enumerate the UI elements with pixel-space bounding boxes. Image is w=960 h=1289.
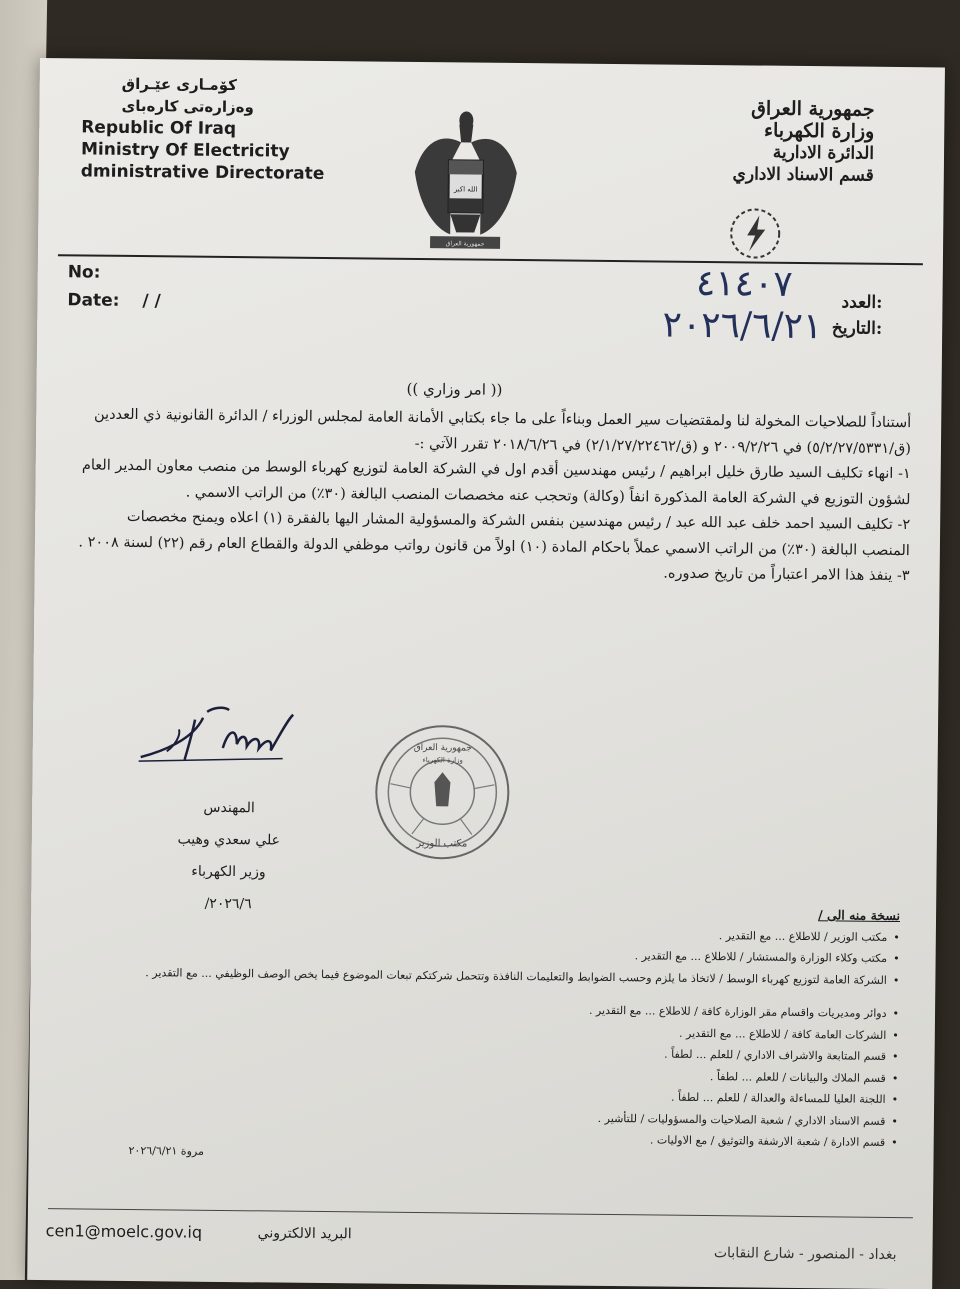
header-divider xyxy=(58,254,923,265)
footer-divider xyxy=(48,1208,913,1218)
date-label: Date: xyxy=(67,290,120,311)
signer-name: علي سعدي وهيب xyxy=(177,831,281,849)
english-header xyxy=(81,72,326,185)
date-placeholder: / / xyxy=(142,291,161,312)
directorate-ar: الدائرة الادارية xyxy=(772,142,875,164)
copy-recipient: • الشركة العامة لتوزيع كهرباء الوسط / لاتخاذ ما يلزم وحسب الضوابط والتعليمات النافذة وتتحمل شركتكم تبعات الموضوع فيما يخص الوصف الوظيفي ... مع التقدير . xyxy=(139,962,899,991)
svg-text:الله اكبر: الله اكبر xyxy=(453,185,478,194)
number-label-ar: :العدد xyxy=(841,292,883,313)
copies-header: نسخة منه الى / xyxy=(818,907,901,924)
number-label: No: xyxy=(67,262,101,283)
svg-text:مكتب الوزير: مكتب الوزير xyxy=(416,837,468,850)
email-address: cen1@moelc.gov.iq xyxy=(45,1221,203,1242)
email-label: البريد الالكتروني xyxy=(257,1225,352,1243)
date-label-ar: :التاريخ xyxy=(831,318,883,339)
order-intro: أستناداً للصلاحيات المخولة لنا ولمقتضيات سير العمل وبناءاً على ما جاء بكتابي الأمانة العامة لمجلس الوزراء / الدائرة القانونية ذي العددين (ق/٥/٢/٢٧/٥٣٣١) في ٢٠٠٩/٢/٢٦ و (ق/٢/١/٢٧/٢٢٤٦٢) في ٢٠١٨/٦/٢٦ تقرر الآتي :- xyxy=(93,406,912,457)
copy-recipient: • قسم الاسناد الاداري / شعبة الصلاحيات والمسؤوليات / للتأشير . xyxy=(138,1103,898,1132)
copy-recipient: • قسم الملاك والبيانات / للعلم ... لطفاً . xyxy=(138,1060,898,1089)
order-item-1: ١- انهاء تكليف السيد طارق خليل ابراهيم / رئيس مهندسين أقدم اول في الشركة العامة لتوزيع كهرباء الوسط من منصب معاون المدير العام لشؤون التوزيع في الشركة العامة المذكورة انفاً (وكالة) وتحجب عنه مخصصات المنصب البالغة (٣٠٪) من الراتب الاسمي . xyxy=(81,457,911,508)
order-title: (( امر وزاري )) xyxy=(406,379,503,399)
signer-position: وزير الكهرباء xyxy=(191,863,266,881)
republic-ar: جمهورية العراق xyxy=(751,97,875,121)
electricity-ministry-logo-icon xyxy=(727,205,784,262)
svg-text:جمهورية العراق: جمهورية العراق xyxy=(413,742,472,754)
typist-memo: مروة ٢٠٢٦/٦/٢١ xyxy=(128,1143,204,1158)
arabic-header xyxy=(732,97,874,186)
kurdish-line-1: كۆمـارى عێـراق xyxy=(121,74,237,95)
svg-text:جمهورية العراق: جمهورية العراق xyxy=(445,240,485,248)
order-body xyxy=(75,402,912,589)
kurdish-line-2: وەزارەتى كارەباى xyxy=(121,96,254,117)
ministry-office-stamp xyxy=(372,722,513,863)
svg-text:Ahmed: Ahmed xyxy=(172,764,205,775)
copy-recipient: • الشركات العامة كافة / للاطلاع ... مع التقدير . xyxy=(139,1017,899,1046)
svg-text:وزارة الكهرباء: وزارة الكهرباء xyxy=(422,756,463,765)
copy-recipient: • مكتب وكلاء الوزارة والمستشار / للاطلاع ... مع التقدير . xyxy=(140,940,900,969)
department-ar: قسم الاسناد الاداري xyxy=(732,164,874,186)
signature-block xyxy=(143,721,315,921)
signature-date: ٢٠٢٦/٦/ xyxy=(204,895,252,913)
handwritten-number: ٤١٤٠٧ xyxy=(695,262,793,305)
ministry-address: بغداد - المنصور - شارع النقابات xyxy=(713,1245,897,1264)
signer-title: المهندس xyxy=(203,799,255,817)
copy-recipient: • قسم المتابعة والاشراف الاداري / للعلم ... لطفاً . xyxy=(139,1038,899,1067)
copy-recipient: • قسم الادارة / شعبة الارشفة والتوثيق / مع الاوليات . xyxy=(138,1124,898,1153)
order-item-3: ٣- ينفذ هذا الامر اعتباراً من تاريخ صدوره. xyxy=(663,565,910,585)
directorate-en: dministrative Directorate xyxy=(80,161,325,184)
ministry-en: Ministry Of Electricity xyxy=(80,139,290,162)
iraq-eagle-emblem-icon xyxy=(410,102,522,253)
copy-recipient: • مكتب الوزير / للاطلاع ... مع التقدير . xyxy=(140,919,900,948)
order-item-2: ٢- تكليف السيد احمد خلف عبد الله عبد / رئيس مهندسين بنفس الشركة والمسؤولية المشار اليها بالفقرة (١) اعلاه ويمنح مخصصات المنصب البالغة (٣٠٪) من الراتب الاسمي عملاً باحكام المادة (١٠) اولاً من قانون رواتب موظفي الدولة والقطاع العام رقم (٢٢) لسنة ٢٠٠٨ . xyxy=(78,508,911,559)
copy-recipient: • دوائر ومديريات واقسام مقر الوزارة كافة / للاطلاع ... مع التقدير . xyxy=(139,995,899,1024)
handwritten-date: ٢٠٢٦/٦/٢١ xyxy=(662,304,823,348)
copies-list xyxy=(138,897,901,1153)
ministry-ar: وزارة الكهرباء xyxy=(763,119,875,143)
republic-en: Republic Of Iraq xyxy=(81,117,237,140)
copy-recipient: • اللجنة العليا للمساءلة والعدالة / للعلم ... لطفاً . xyxy=(138,1081,898,1110)
official-letter xyxy=(27,58,945,1289)
